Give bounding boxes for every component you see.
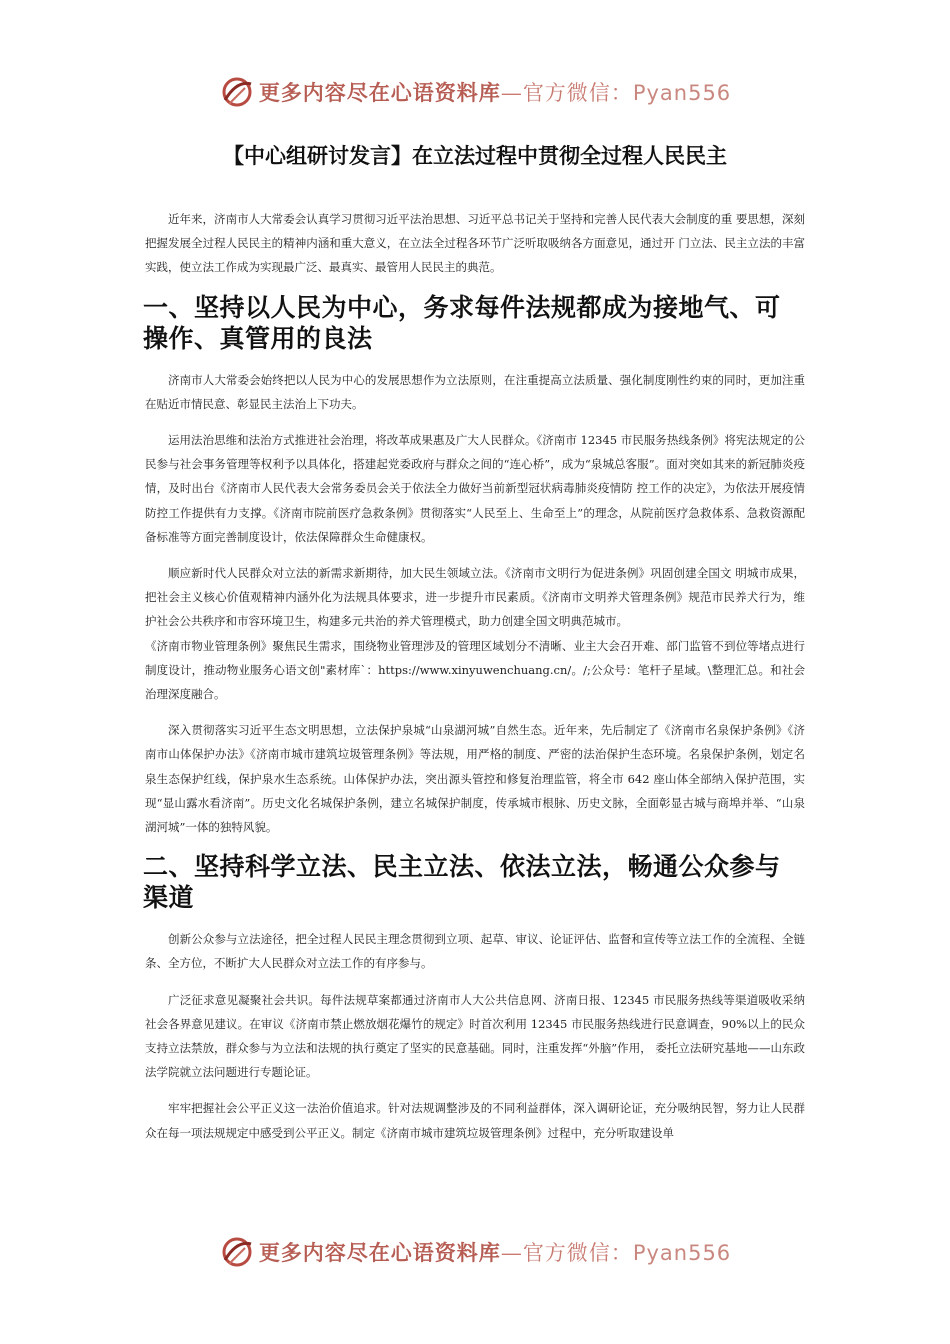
document-title: 【中心组研讨发言】在立法过程中贯彻全过程人民民主	[223, 144, 727, 168]
banner-wechat-label: 官方微信：	[522, 81, 633, 105]
document-body	[145, 207, 805, 1157]
section-2-paragraph-3: 牢牢把握社会公平正义这一法治价值追求。针对法规调整涉及的不同利益群体，深入调研论证，充分吸纳民智，努力让人民群众在每一项法规规定中感受到公平正义。制定《济南市城市建筑垃圾管理条例》过程中，充分听取建设单	[145, 1101, 805, 1140]
banner-dash: —	[500, 81, 523, 105]
section-2-paragraph-1: 创新公众参与立法途径，把全过程人民民主理念贯彻到立项、起草、审议、论证评估、监督和宣传等立法工作的全流程、全链条、全方位，不断扩大人民群众对立法工作的有序参与。	[145, 932, 805, 971]
banner-text	[259, 77, 731, 107]
brand-logo-icon	[219, 1234, 255, 1270]
banner-brand-text: 更多内容尽在心语资料库	[258, 80, 501, 105]
section-1-paragraph-3: 顺应新时代人民群众对立法的新需求新期待，加大民生领域立法。《济南市文明行为促进条例》巩固创建全国文 明城市成果，把社会主义核心价值观精神内涵外化为法规具体要求，进一步提升市民素质。《济南市文明养犬管理条例》规范市民养犬行为，维护社会公共秩序和市容环境卫生，构建多元共治的养犬管理模式，助力创建全国文明典范城市。	[145, 566, 805, 629]
banner-wechat-label: 官方微信：	[522, 1241, 633, 1265]
section-1-heading: 一、坚持以人民为中心，务求每件法规都成为接地气、可操作、真管用的良法	[143, 292, 781, 353]
header-watermark-banner	[0, 72, 950, 112]
footer-watermark-banner	[0, 1232, 950, 1272]
banner-brand-text: 更多内容尽在心语资料库	[258, 1240, 501, 1265]
intro-paragraph: 近年来，济南市人大常委会认真学习贯彻习近平法治思想、习近平总书记关于坚持和完善人民代表大会制度的重 要思想，深刻把握发展全过程人民民主的精神内涵和重大意义，在立法全过程各环节广泛听取吸纳各方面意见，通过开 门立法、民主立法的丰富实践，使立法工作成为实现最广泛、最真实、最管用人民民主的典范。	[145, 212, 805, 275]
brand-logo-icon	[219, 74, 255, 110]
section-2-heading: 二、坚持科学立法、民主立法、依法立法，畅通公众参与渠道	[143, 852, 781, 913]
section-1-paragraph-1: 济南市人大常委会始终把以人民为中心的发展思想作为立法原则，在注重提高立法质量、强化制度刚性约束的同时，更加注重在贴近市情民意、彰显民主法治上下功夫。	[145, 372, 805, 411]
section-1-paragraph-4: 《济南市物业管理条例》聚焦民生需求，围绕物业管理涉及的管理区域划分不清晰、业主大会召开难、部门监管不到位等堵点进行制度设计，推动物业服务心语文创"素材库`：https://www.xinyuwenchuang.cn/。/;公众号：笔杆子星域。\整理汇总。和社会治理深度融合。	[145, 638, 805, 702]
section-2-paragraph-2: 广泛征求意见凝聚社会共识。每件法规草案都通过济南市人大公共信息网、济南日报、12345 市民服务热线等渠道吸收采纳社会各界意见建议。在审议《济南市禁止燃放烟花爆竹的规定》时首次利用 12345 市民服务热线进行民意调查，90%以上的民众支持立法禁放，群众参与为立法和法规的执行奠定了坚实的民意基础。同时，注重发挥“外脑”作用， 委托立法研究基地——山东政法学院就立法问题进行专题论证。	[145, 992, 805, 1080]
banner-wechat-id: Pyan556	[632, 1241, 732, 1265]
banner-wechat-id: Pyan556	[632, 81, 732, 105]
banner-dash: —	[500, 1241, 523, 1265]
banner-text	[259, 1237, 731, 1267]
section-1-paragraph-2: 运用法治思维和法治方式推进社会治理，将改革成果惠及广大人民群众。《济南市 12345 市民服务热线条例》将宪法规定的公民参与社会事务管理等权利予以具体化，搭建起党委政府与群众之间的“连心桥”，成为“泉城总客服”。面对突如其来的新冠肺炎疫情，及时出台《济南市人民代表大会常务委员会关于依法全力做好当前新型冠状病毒肺炎疫情防 控工作的决定》，为依法开展疫情防控工作提供有力支撑。《济南市院前医疗急救条例》贯彻落实“人民至上、生命至上”的理念，从院前医疗急救体系、急救资源配备标准等方面完善制度设计，依法保障群众生命健康权。	[145, 433, 805, 544]
section-1-paragraph-5: 深入贯彻落实习近平生态文明思想，立法保护泉城“山泉湖河城”自然生态。近年来，先后制定了《济南市名泉保护条例》《济南市山体保护办法》《济南市城市建筑垃圾管理条例》等法规，用严格的制度、严密的法治保护生态环境。名泉保护条例，划定名泉生态保护红线，保护泉水生态系统。山体保护办法，突出源头管控和修复治理监管，将全市 642 座山体全部纳入保护范围，实现“显山露水看济南”。历史文化名城保护条例，建立名城保护制度，传承城市根脉、历史文脉，全面彰显古城与商埠并举、“山泉湖河城”一体的独特风貌。	[145, 723, 805, 835]
